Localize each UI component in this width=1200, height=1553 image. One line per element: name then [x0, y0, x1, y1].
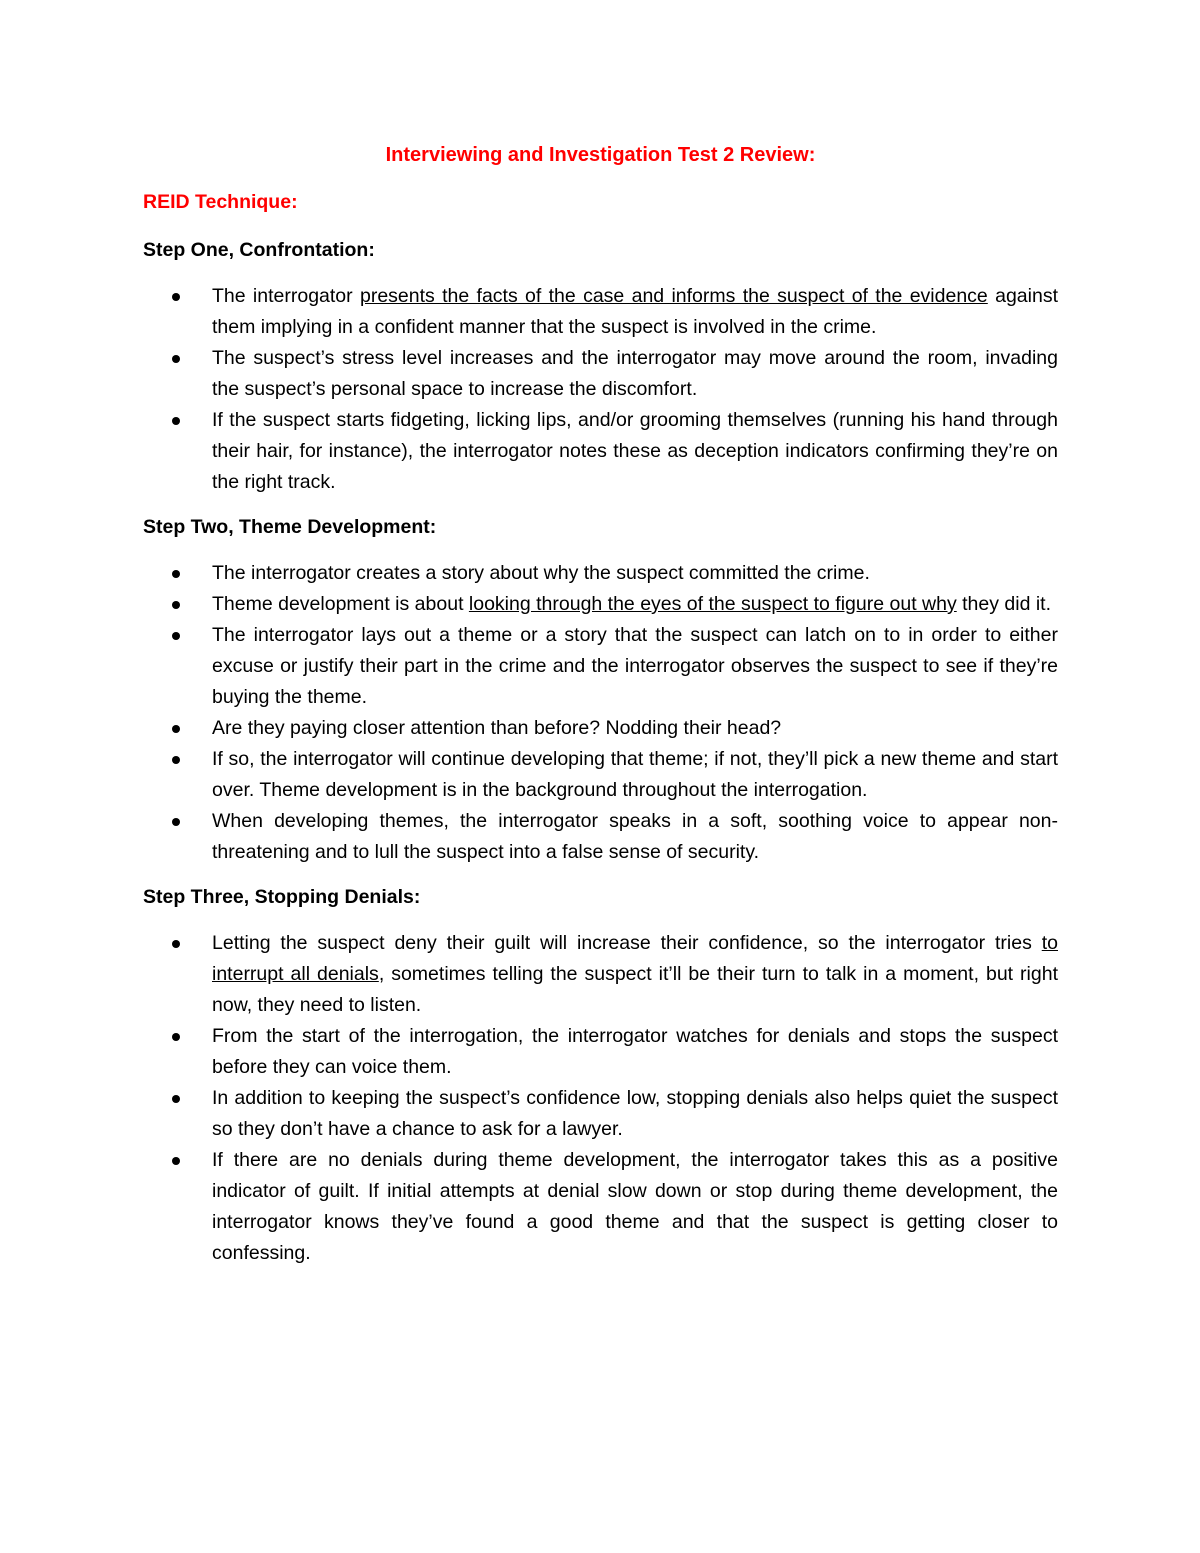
- bullet-dot-icon: [172, 725, 180, 733]
- bullet-text: The interrogator: [212, 285, 360, 307]
- bullet-dot-icon: [172, 756, 180, 764]
- list-item: [143, 405, 1058, 498]
- step-two: [143, 512, 1058, 868]
- bullet-text: Theme development is about: [212, 593, 469, 615]
- section-title: REID Technique:: [143, 191, 298, 213]
- underlined-text: looking through the eyes of the suspect to figure out why: [468, 593, 957, 615]
- bullet-dot-icon: [172, 355, 180, 363]
- list-item: [143, 928, 1058, 1021]
- bullet-text: From the start of the interrogation, the interrogator watches for denials and stops the suspect before they can voice them.: [212, 1025, 1058, 1078]
- list-item: [143, 343, 1058, 405]
- list-item: [143, 806, 1058, 868]
- step-three: [143, 882, 1058, 1269]
- underlined-text: presents the facts of the case and informs the suspect of the evidence: [359, 285, 988, 307]
- document-body: [143, 140, 1058, 1283]
- bullet-dot-icon: [172, 417, 180, 425]
- list-item: [143, 589, 1058, 620]
- list-item: [143, 620, 1058, 713]
- step-heading: Step Three, Stopping Denials:: [143, 886, 421, 908]
- bullet-list: [143, 928, 1058, 1269]
- step-one: [143, 235, 1058, 498]
- bullet-dot-icon: [172, 293, 180, 301]
- bullet-dot-icon: [172, 1157, 180, 1165]
- bullet-text: , sometimes telling the suspect it’ll be their turn to talk in a moment, but right now, they need to listen.: [212, 963, 1058, 1016]
- list-item: [143, 1021, 1058, 1083]
- bullet-text: they did it.: [956, 593, 1052, 615]
- bullet-dot-icon: [172, 570, 180, 578]
- list-item: [143, 713, 1058, 744]
- bullet-text: If so, the interrogator will continue developing that theme; if not, they’ll pick a new theme and start over. Theme development is in the background throughout the interrogation.: [212, 748, 1058, 801]
- list-item: [143, 558, 1058, 589]
- underlined-text: to interrupt all denials: [212, 932, 1058, 985]
- bullet-text: The interrogator lays out a theme or a story that the suspect can latch on to in order to either excuse or justify their part in the crime and the interrogator observes the suspect to see if they’re buying the theme.: [212, 624, 1058, 708]
- bullet-dot-icon: [172, 818, 180, 826]
- bullet-text: Are they paying closer attention than before? Nodding their head?: [212, 717, 782, 739]
- bullet-text: The suspect’s stress level increases and the interrogator may move around the room, invading the suspect’s personal space to increase the discomfort.: [212, 347, 1058, 400]
- bullet-text: If the suspect starts fidgeting, licking lips, and/or grooming themselves (running his hand through their hair, for instance), the interrogator notes these as deception indicators confirming they’re on the right track.: [212, 409, 1058, 493]
- bullet-text: When developing themes, the interrogator speaks in a soft, soothing voice to appear non-threatening and to lull the suspect into a false sense of security.: [212, 810, 1058, 863]
- bullet-text: In addition to keeping the suspect’s confidence low, stopping denials also helps quiet the suspect so they don’t have a chance to ask for a lawyer.: [212, 1087, 1058, 1140]
- bullet-text: The interrogator creates a story about why the suspect committed the crime.: [212, 562, 870, 584]
- step-heading: Step One, Confrontation:: [143, 239, 375, 261]
- bullet-text: Letting the suspect deny their guilt will increase their confidence, so the interrogator tries: [212, 932, 1042, 954]
- bullet-dot-icon: [172, 632, 180, 640]
- bullet-dot-icon: [172, 940, 180, 948]
- list-item: [143, 1145, 1058, 1269]
- bullet-list: [143, 281, 1058, 498]
- bullet-dot-icon: [172, 601, 180, 609]
- bullet-text: If there are no denials during theme development, the interrogator takes this as a positive indicator of guilt. If initial attempts at denial slow down or stop during theme development, the interrogator knows they’ve found a good theme and that the suspect is getting closer to confessing.: [212, 1149, 1058, 1264]
- bullet-dot-icon: [172, 1095, 180, 1103]
- list-item: [143, 281, 1058, 343]
- list-item: [143, 1083, 1058, 1145]
- bullet-list: [143, 558, 1058, 868]
- document-title: Interviewing and Investigation Test 2 Review:: [385, 144, 816, 166]
- bullet-dot-icon: [172, 1033, 180, 1041]
- bullet-text: against them implying in a confident manner that the suspect is involved in the crime.: [212, 285, 1058, 338]
- step-heading: Step Two, Theme Development:: [143, 516, 437, 538]
- list-item: [143, 744, 1058, 806]
